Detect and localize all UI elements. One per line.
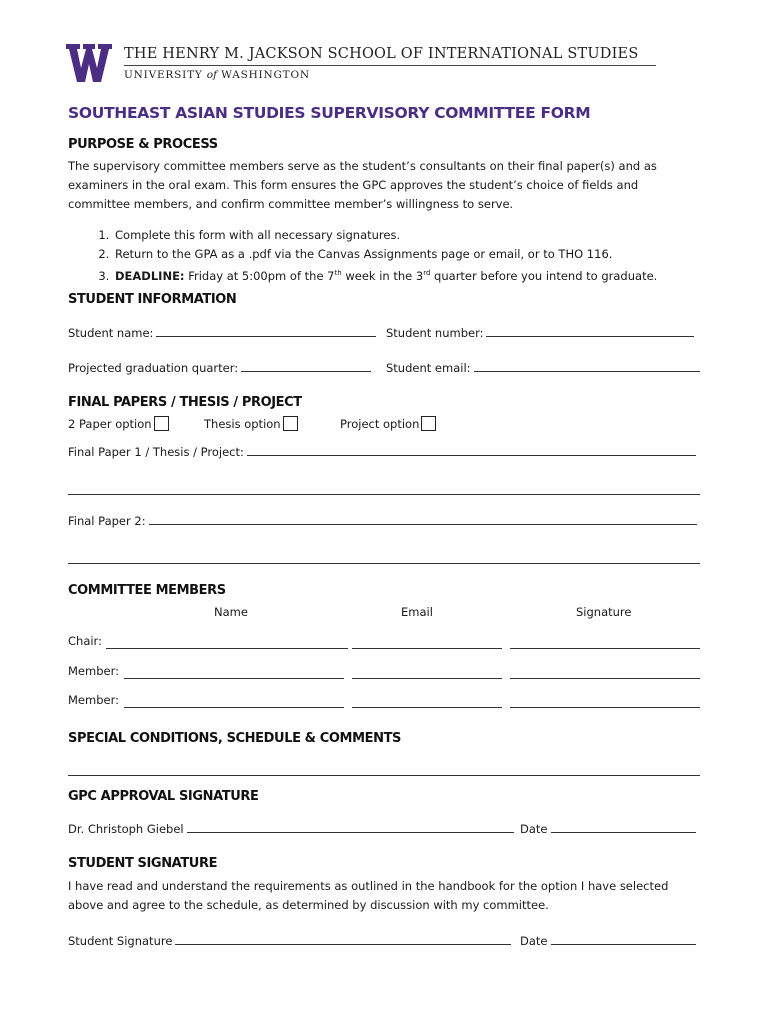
chair-name-line[interactable] bbox=[106, 648, 348, 649]
project-option[interactable] bbox=[340, 416, 436, 431]
special-conditions-heading: SPECIAL CONDITIONS, SCHEDULE & COMMENTS bbox=[68, 731, 402, 746]
purpose-text-line2: examiners in the oral exam. This form ensures the GPC approves the student’s choice of fields and bbox=[68, 178, 639, 192]
header-rule bbox=[124, 65, 656, 66]
member-1-name-line[interactable] bbox=[124, 678, 344, 679]
final-paper-2-field[interactable] bbox=[68, 514, 697, 528]
graduation-quarter-label: Projected graduation quarter: bbox=[68, 361, 239, 375]
student-date-label: Date bbox=[520, 934, 548, 948]
student-signature-line[interactable] bbox=[175, 943, 511, 945]
final-paper-1-continuation-line[interactable] bbox=[68, 494, 700, 495]
final-papers-heading: FINAL PAPERS / THESIS / PROJECT bbox=[68, 395, 302, 410]
gpc-signature-field[interactable] bbox=[68, 822, 514, 836]
student-signature-text-line2: above and agree to the schedule, as determined by discussion with my committee. bbox=[68, 898, 549, 912]
final-paper-1-label: Final Paper 1 / Thesis / Project: bbox=[68, 445, 244, 459]
gpc-date-line[interactable] bbox=[551, 831, 696, 833]
student-info-heading: STUDENT INFORMATION bbox=[68, 292, 237, 307]
student-email-line[interactable] bbox=[474, 370, 700, 372]
student-name-line[interactable] bbox=[156, 335, 376, 337]
graduation-quarter-line[interactable] bbox=[241, 370, 371, 372]
student-signature-field[interactable] bbox=[68, 934, 511, 948]
member-2-signature-line[interactable] bbox=[510, 707, 700, 708]
thesis-option-label: Thesis option bbox=[204, 417, 281, 431]
gpc-heading: GPC APPROVAL SIGNATURE bbox=[68, 789, 259, 804]
process-steps bbox=[68, 226, 657, 286]
student-number-label: Student number: bbox=[386, 326, 484, 340]
two-paper-option-label: 2 Paper option bbox=[68, 417, 152, 431]
chair-signature-line[interactable] bbox=[510, 648, 700, 649]
step-item: 1. Complete this form with all necessary signatures. bbox=[113, 226, 657, 245]
university-name: UNIVERSITY of WASHINGTON bbox=[124, 69, 310, 81]
two-paper-option[interactable] bbox=[68, 416, 169, 431]
form-title: SOUTHEAST ASIAN STUDIES SUPERVISORY COMMITTEE FORM bbox=[68, 104, 591, 122]
student-email-field[interactable] bbox=[386, 361, 700, 375]
student-email-label: Student email: bbox=[386, 361, 471, 375]
student-signature-label: Student Signature bbox=[68, 934, 173, 948]
committee-col-name: Name bbox=[214, 605, 248, 619]
member-1-email-line[interactable] bbox=[352, 678, 502, 679]
student-number-line[interactable] bbox=[486, 335, 694, 337]
gpc-signature-line[interactable] bbox=[187, 831, 514, 833]
student-signature-heading: STUDENT SIGNATURE bbox=[68, 856, 218, 871]
special-conditions-line[interactable] bbox=[68, 775, 700, 776]
two-paper-checkbox[interactable] bbox=[154, 416, 169, 431]
graduation-quarter-field[interactable] bbox=[68, 361, 371, 375]
uw-w-logo bbox=[66, 44, 112, 82]
school-name: THE HENRY M. JACKSON SCHOOL OF INTERNATIONAL STUDIES bbox=[124, 46, 639, 62]
chair-label: Chair: bbox=[68, 634, 102, 648]
final-paper-2-label: Final Paper 2: bbox=[68, 514, 146, 528]
member-2-label: Member: bbox=[68, 693, 119, 707]
step-item-deadline: 3. DEADLINE: Friday at 5:00pm of the 7th week in the 3rd quarter before you intend to graduate. bbox=[113, 264, 657, 286]
purpose-text-line1: The supervisory committee members serve as the student’s consultants on their final paper(s) and as bbox=[68, 159, 657, 173]
purpose-text-line3: committee members, and confirm committee member’s willingness to serve. bbox=[68, 197, 514, 211]
member-2-name-line[interactable] bbox=[124, 707, 344, 708]
student-name-label: Student name: bbox=[68, 326, 154, 340]
student-signature-text-line1: I have read and understand the requirements as outlined in the handbook for the option I have selected bbox=[68, 879, 669, 893]
project-option-label: Project option bbox=[340, 417, 420, 431]
purpose-heading: PURPOSE & PROCESS bbox=[68, 137, 218, 152]
committee-col-signature: Signature bbox=[576, 605, 632, 619]
gpc-date-field[interactable] bbox=[520, 822, 696, 836]
member-1-signature-line[interactable] bbox=[510, 678, 700, 679]
final-paper-1-field[interactable] bbox=[68, 445, 696, 459]
student-date-line[interactable] bbox=[551, 943, 696, 945]
chair-email-line[interactable] bbox=[352, 648, 502, 649]
final-paper-2-continuation-line[interactable] bbox=[68, 563, 700, 564]
thesis-option[interactable] bbox=[204, 416, 298, 431]
thesis-checkbox[interactable] bbox=[283, 416, 298, 431]
final-paper-1-line[interactable] bbox=[247, 454, 696, 456]
gpc-date-label: Date bbox=[520, 822, 548, 836]
project-checkbox[interactable] bbox=[421, 416, 436, 431]
member-2-email-line[interactable] bbox=[352, 707, 502, 708]
member-1-label: Member: bbox=[68, 664, 119, 678]
committee-col-email: Email bbox=[401, 605, 433, 619]
student-number-field[interactable] bbox=[386, 326, 694, 340]
committee-heading: COMMITTEE MEMBERS bbox=[68, 583, 226, 598]
student-name-field[interactable] bbox=[68, 326, 376, 340]
student-date-field[interactable] bbox=[520, 934, 696, 948]
final-paper-2-line[interactable] bbox=[149, 523, 697, 525]
gpc-name: Dr. Christoph Giebel bbox=[68, 822, 184, 836]
step-item: 2. Return to the GPA as a .pdf via the Canvas Assignments page or email, or to THO 116. bbox=[113, 245, 657, 264]
